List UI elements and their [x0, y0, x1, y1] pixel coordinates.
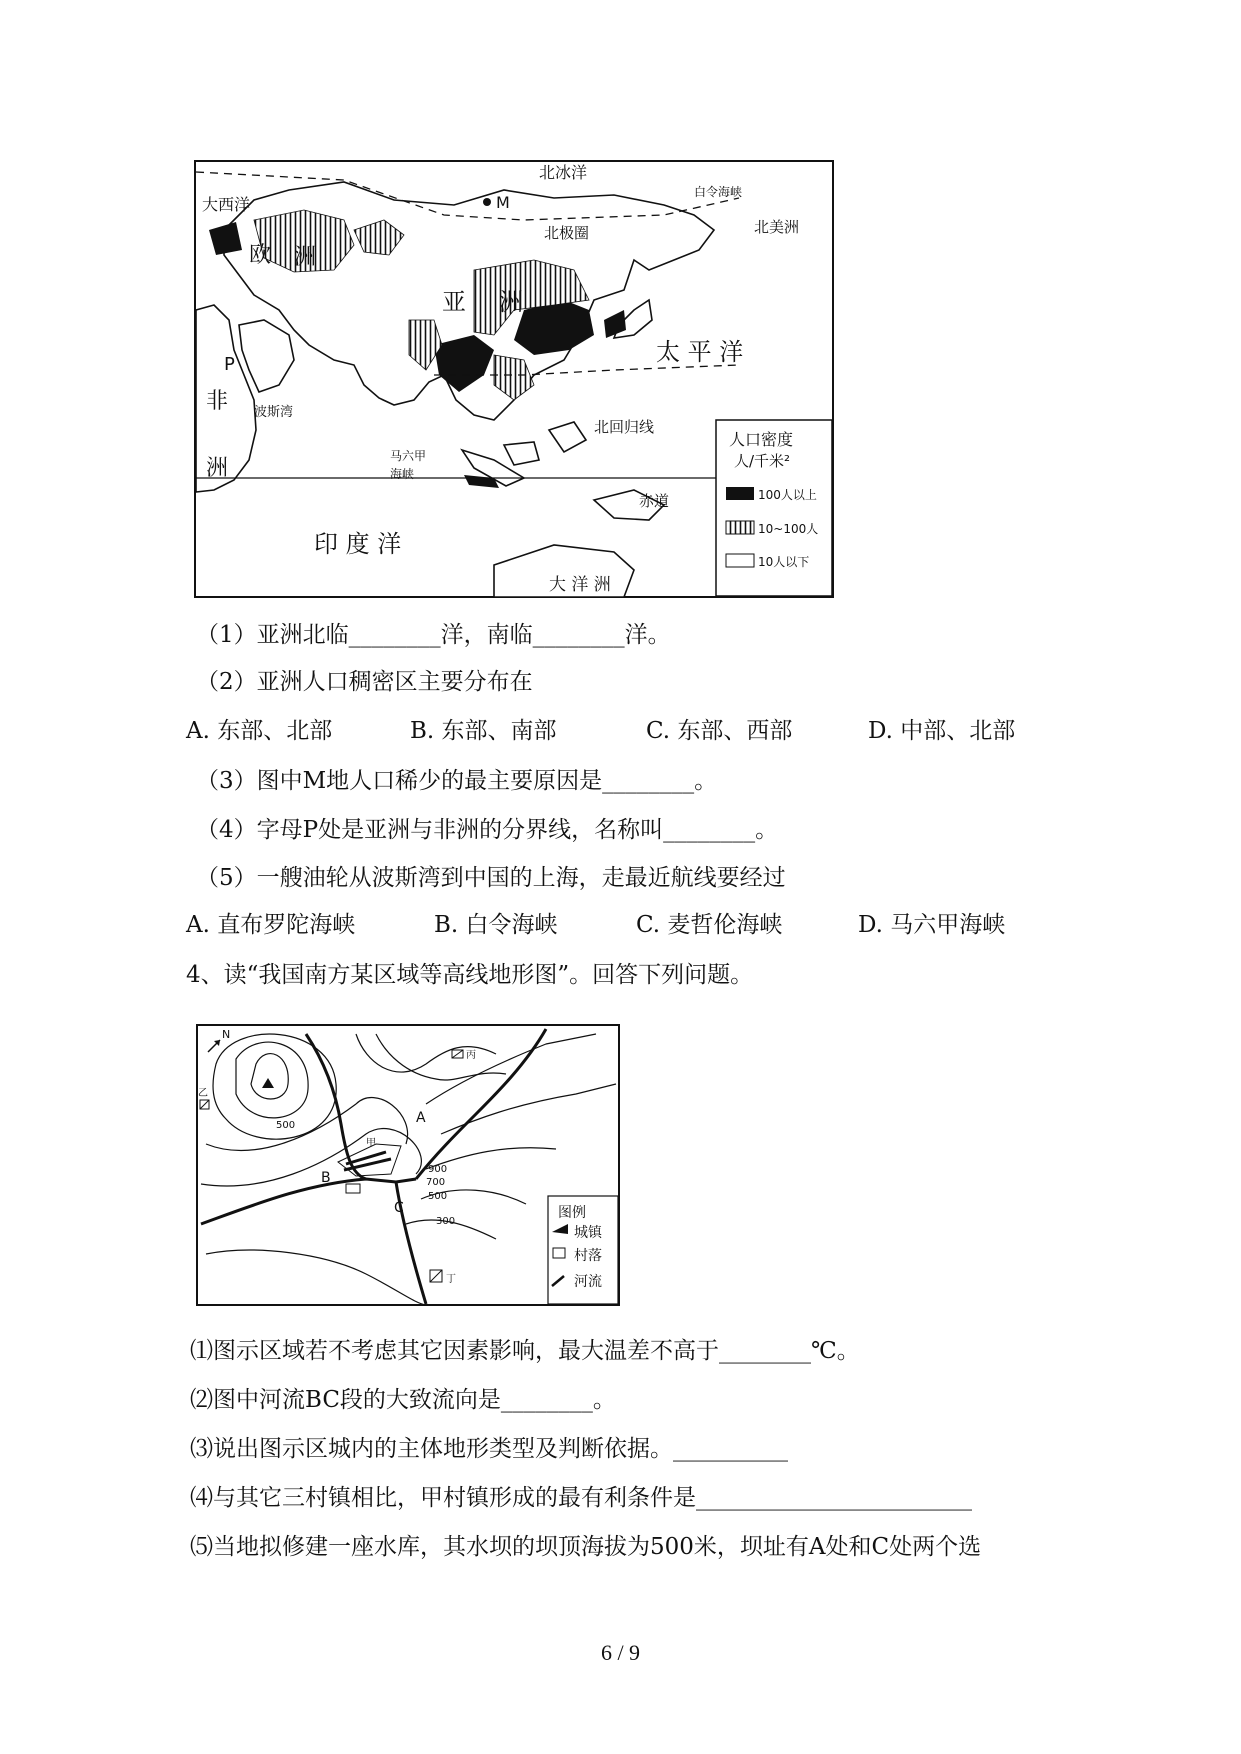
svg-text:甲: 甲 [366, 1138, 376, 1149]
q3-sub5-options [186, 910, 1086, 940]
atlantic-label: 大西洋 [202, 195, 251, 214]
bering-strait-label: 白令海峡 [694, 185, 743, 199]
contour-label-700: 700 [426, 1177, 446, 1188]
svg-text:丙: 丙 [466, 1050, 476, 1061]
point-p-label: P [224, 354, 235, 375]
africa-label-1: 非 [206, 389, 229, 414]
legend-item-low: 10人以下 [758, 555, 810, 569]
q4-title: 4、读“我国南方某区域等高线地形图”。回答下列问题。 [186, 962, 754, 988]
option-d: D. 中部、北部 [868, 718, 1016, 744]
legend-village: 村落 [574, 1248, 602, 1264]
europe-label-2: 洲 [294, 245, 317, 270]
legend-item-high: 100人以上 [758, 488, 817, 502]
legend-river: 河流 [574, 1274, 602, 1290]
malacca-label-2: 海峡 [390, 467, 415, 481]
page-number: 6 / 9 [600, 1640, 641, 1665]
asia-label-2: 洲 [499, 288, 523, 316]
contour-label-500: 500 [276, 1120, 296, 1131]
option-b: B. 白令海峡 [434, 912, 558, 938]
option-c: C. 东部、西部 [646, 718, 793, 744]
legend-title: 图例 [558, 1205, 586, 1221]
north-label: N [222, 1028, 231, 1041]
q3-sub5: （5）一艘油轮从波斯湾到中国的上海，走最近航线要经过 [196, 865, 786, 891]
tropic-label: 北回归线 [594, 418, 655, 436]
point-a: A [416, 1110, 426, 1126]
q4-sub1: ⑴图示区域若不考虑其它因素影响，最大温差不高于________℃。 [190, 1338, 860, 1364]
indian-ocean-label: 印 度 洋 [314, 530, 402, 558]
q4-sub5: ⑸当地拟修建一座水库，其水坝的坝顶海拔为500米，坝址有A处和C处两个选 [190, 1534, 982, 1560]
q3-sub2: （2）亚洲人口稠密区主要分布在 [196, 669, 533, 695]
contour-label-500b: 500 [428, 1191, 448, 1202]
malacca-label-1: 马六甲 [390, 449, 427, 463]
q4-sub4: ⑷与其它三村镇相比，甲村镇形成的最有利条件是________________________ [190, 1485, 972, 1511]
option-a: A. 东部、北部 [186, 718, 333, 744]
point-b: B [321, 1170, 331, 1186]
arctic-circle-label: 北极圈 [544, 224, 590, 242]
legend-title-1: 人口密度 [729, 430, 794, 449]
legend-town: 城镇 [574, 1225, 602, 1241]
contour-label-300: 300 [436, 1216, 456, 1227]
q3-sub2-options [186, 716, 1086, 746]
north-america-label: 北美洲 [754, 218, 800, 236]
pacific-label: 太 平 洋 [656, 338, 744, 366]
europe-label-1: 欧 [249, 243, 272, 268]
asia-label-1: 亚 [442, 288, 466, 316]
option-b: B. 东部、南部 [410, 718, 557, 744]
equator-label: 赤道 [639, 492, 670, 510]
option-d: D. 马六甲海峡 [858, 912, 1006, 938]
persian-gulf-label: 波斯湾 [254, 405, 294, 420]
svg-text:乙: 乙 [198, 1088, 208, 1099]
q3-sub4: （4）字母P处是亚洲与非洲的分界线，名称叫________。 [196, 817, 779, 843]
legend-title-2: 人/千米² [734, 452, 791, 470]
q3-sub3: （3）图中M地人口稀少的最主要原因是________。 [196, 768, 718, 794]
q4-sub2: ⑵图中河流BC段的大致流向是________。 [190, 1387, 616, 1413]
map1-legend [716, 420, 832, 596]
option-a: A. 直布罗陀海峡 [186, 912, 356, 938]
contour-map [196, 1024, 620, 1306]
point-m-label: M [496, 193, 510, 212]
oceania-label: 大 洋 洲 [549, 575, 611, 595]
arctic-ocean-label: 北冰洋 [539, 163, 588, 182]
q3-sub1: （1）亚洲北临________洋，南临________洋。 [196, 622, 671, 648]
africa-label-2: 洲 [206, 456, 229, 481]
asia-population-map [194, 160, 834, 598]
map2-legend [548, 1196, 618, 1304]
point-m-marker [483, 198, 491, 206]
point-c: C [394, 1200, 404, 1216]
legend-item-mid: 10~100人 [758, 522, 819, 536]
svg-text:丁: 丁 [446, 1274, 456, 1285]
option-c: C. 麦哲伦海峡 [636, 912, 783, 938]
contour-label-900: 900 [428, 1164, 448, 1175]
q4-sub3: ⑶说出图示区城内的主体地形类型及判断依据。__________ [190, 1436, 788, 1462]
